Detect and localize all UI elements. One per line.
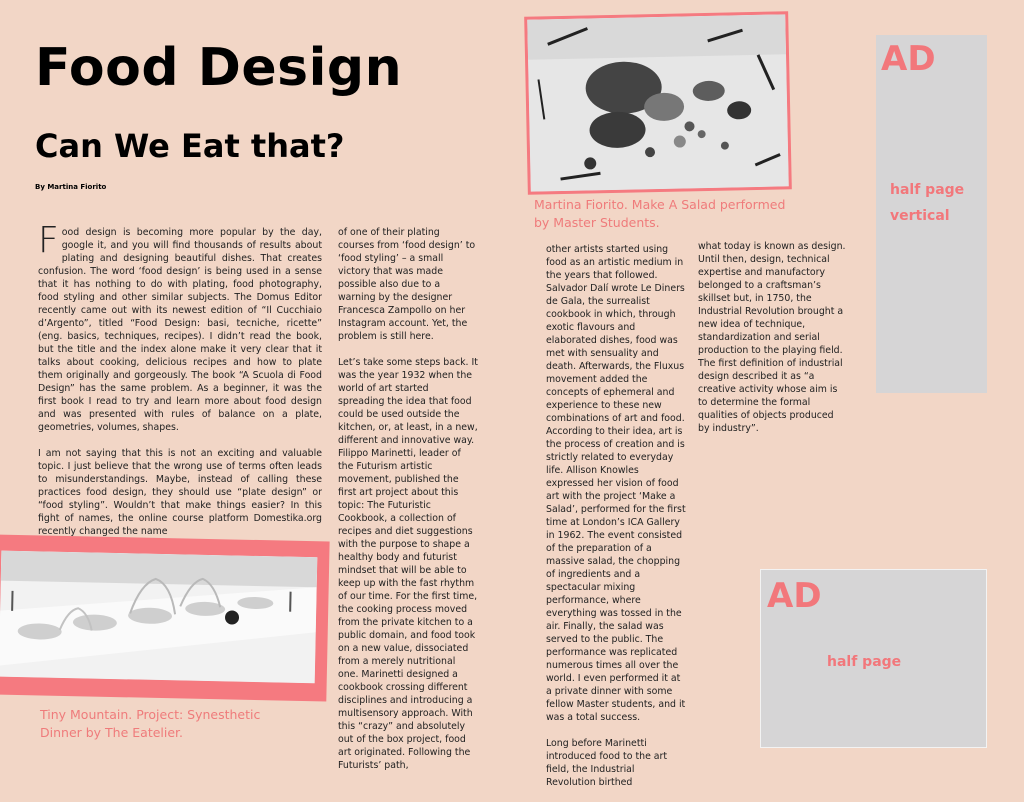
- ad-half-label: half page: [827, 654, 901, 670]
- column-4: [698, 240, 846, 448]
- dinner-photo-caption: Tiny Mountain. Project: Synesthetic Dinner by The Eatelier.: [40, 706, 300, 742]
- column-1-paragraph-2: I am not saying that this is not an exciting and valuable topic. I just believe that the wrong use of terms often leads to misunderstandings. Maybe, instead of calling these practices food design, they should use “plate design” or “food styling”. Wouldn’t that make things easier? In this fight of names, the online course platform Domestika.org recently changed the name: [38, 447, 322, 538]
- ad-half-page-vertical[interactable]: [876, 35, 987, 393]
- ad-vertical-word: AD: [881, 39, 936, 79]
- column-3-paragraph-1: other artists started using food as an artistic medium in the years that followed. Salvador Dalí wrote Le Diners de Gala, the surrealist cookbook in which, through exotic flavours and elaborated dishes, food was met with sensuality and death. Afterwards, the Fluxus movement added the concepts of ephemeral and experience to these new combinations of art and food. According to their idea, art is the process of creation and is strictly related to everyday life. Allison Knowles expressed her vision of food art with the project ‘Make a Salad’, performed for the first time at London’s ICA Gallery in 1962. The event consisted of the preparation of a massive salad, the chopping of ingredients and a spectacular mixing performance, where everything was tossed in the air. Finally, the salad was served to the public. The performance was replicated numerous times all over the world. I even performed it at a private dinner with some fellow Master students, and it was a total success.: [546, 243, 686, 724]
- column-2: [338, 226, 478, 785]
- article-subtitle: Can We Eat that?: [35, 127, 344, 165]
- column-2-paragraph-1: of one of their plating courses from ‘food design’ to ‘food styling’ – a small victory that was made possible also due to a warning by the designer Francesca Zampollo on her Instagram account. Yet, the problem is still here.: [338, 226, 478, 343]
- dinner-photo-frame: [0, 535, 330, 702]
- ad-half-page[interactable]: [760, 569, 987, 748]
- column-1-paragraph-1: ood design is becoming more popular by the day, google it, and you will find thousands of results about plating and designing beautiful dishes. That creates confusion. The word ‘food design’ is being used in a sense that it has nothing to do with plating, food photography, food styling and other similar subjects. The Domus Editor recently came out with its newest edition of “Il Cucchiaio d’Argento”, titled “Food Design: basi, tecniche, ricette” (eng. basics, techniques, recipes). I didn’t read the book, but the title and the index alone make it very clear that it talks about cooking, delicious recipes and how to plate them originally and gorgeously. The book “A Scuola di Food Design” has the same problem. As a beginner, it was the first book I read to try and learn more about food design and was presented with rules of balance on a plate, geometries, volumes, shapes.: [38, 227, 322, 433]
- column-2-paragraph-2: Let’s take some steps back. It was the year 1932 when the world of art started spreading the idea that food could be used outside the kitchen, or, at least, in a new, different and innovative way. Filippo Marinetti, leader of the Futurism artistic movement, published the first art project about this topic: The Futuristic Cookbook, a collection of recipes and diet suggestions with the purpose to shape a healthy body and futurist mindset that will be able to keep up with the fast rhythm of our time. For the first time, the cooking process moved from the private kitchen to a public domain, and food took on a new value, dissociated from a merely nutritional one. Marinetti designed a cookbook crossing different disciplines and introducing a multisensory approach. With this “crazy” and absolutely out of the box project, food art originated. Following the Futurists’ path,: [338, 356, 478, 772]
- column-1: [38, 226, 322, 551]
- ad-vertical-label: half page vertical: [890, 177, 980, 229]
- article-title: Food Design: [35, 38, 402, 98]
- column-3-paragraph-2: Long before Marinetti introduced food to the art field, the Industrial Revolution birthed: [546, 737, 686, 789]
- drop-cap: F: [38, 226, 59, 256]
- salad-photo-caption: Martina Fiorito. Make A Salad performed by Master Students.: [534, 196, 794, 232]
- salad-photo: [527, 14, 789, 191]
- dinner-photo-image: [0, 551, 317, 684]
- ad-half-word: AD: [767, 576, 822, 616]
- column-3: [546, 243, 686, 802]
- salad-photo-image: [527, 14, 789, 191]
- dinner-photo: [0, 551, 317, 684]
- byline: By Martina Fiorito: [35, 183, 106, 191]
- column-4-paragraph-1: what today is known as design. Until then, design, technical expertise and manufactory belonged to a craftsman’s skillset but, in 1750, the Industrial Revolution brought a new idea of technique, standardization and serial production to the playing field. The first definition of industrial design described it as “a creative activity whose aim is to determine the formal qualities of objects produced by industry”.: [698, 240, 846, 435]
- salad-photo-frame: [524, 11, 792, 194]
